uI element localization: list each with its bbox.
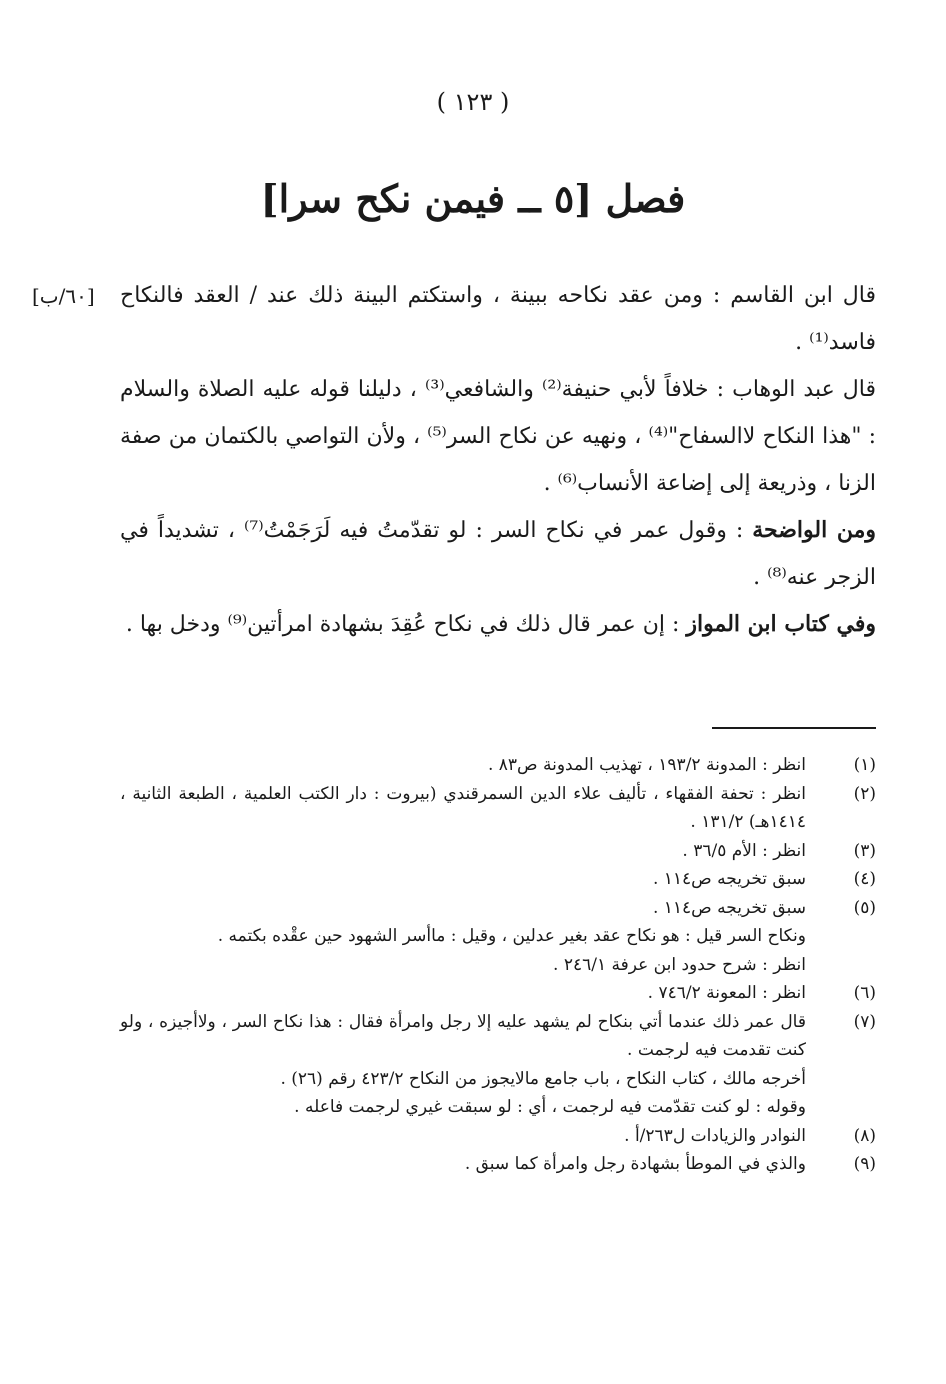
- main-text: [120, 272, 876, 648]
- paragraph-ibn-al-qasim: قال ابن القاسم : ومن عقد نكاحه ببينة ، واستكتم البينة ذلك عند / العقد فالنكاح فاسد⁽¹⁾ .: [120, 283, 877, 355]
- footnote-number: (١): [853, 755, 876, 775]
- footnote-text: سبق تخريجه ص١١٤ .: [652, 897, 806, 918]
- footnote: [120, 979, 876, 1008]
- footnote: [120, 1150, 876, 1179]
- footnote-continuation: أخرجه مالك ، كتاب النكاح ، باب جامع مالايجوز من النكاح ٤٢٣/٢ رقم (٢٦) .: [280, 1068, 806, 1089]
- footnote-text: سبق تخريجه ص١١٤ .: [652, 869, 806, 889]
- paragraph-abd-al-wahhab: قال عبد الوهاب : خلافاً لأبي حنيفة⁽²⁾ والشافعي⁽³⁾ ، دليلنا قوله عليه الصلاة والسلام : "هذا النكاح لاالسفاح"⁽⁴⁾ ، ونهيه عن نكاح السر⁽⁵⁾ ، ولأن التواصي بالكتمان من صفة الزنا ، وذريعة إلى إضاعة الأنساب⁽⁶⁾ .: [120, 377, 876, 496]
- paragraph-lead: وفي كتاب ابن المواز: [686, 611, 876, 637]
- footnote-separator: [712, 727, 876, 729]
- footnote: [120, 1008, 876, 1065]
- footnote-number: (٨): [853, 1125, 876, 1146]
- footnote: [120, 894, 876, 923]
- paragraph-content: : إن عمر قال ذلك في نكاح عُقِدَ بشهادة امرأتين⁽⁹⁾ ودخل بها .: [125, 612, 680, 637]
- footnote: [120, 865, 876, 894]
- footnote-text: قال عمر ذلك عندما أتي بنكاح لم يشهد عليه إلا رجل وامرأة فقال : هذا نكاح السر ، ولاأجيزه ، ولو كنت تقدمت فيه لرجمت .: [120, 1011, 806, 1060]
- footnote-text: انظر : الأم ٣٦/٥ .: [682, 840, 806, 861]
- footnote-continuation: انظر : شرح حدود ابن عرفة ٢٤٦/١ .: [553, 954, 806, 975]
- footnotes: [120, 751, 876, 1179]
- footnote-continuation: ونكاح السر قيل : هو نكاح عقد بغير عدلين ، وقيل : ماأسر الشهود حين عقْده بكتمه .: [217, 926, 806, 946]
- paragraph-ibn-al-mawwaz: [120, 601, 876, 648]
- footnote: [120, 837, 876, 866]
- folio-marginal-note: [٦٠/ب]: [32, 284, 95, 308]
- footnote-text: انظر : المعونة ٧٤٦/٢ .: [647, 983, 806, 1003]
- page-number: ( ١٢٣ ): [436, 88, 510, 116]
- footnote: [120, 1122, 876, 1151]
- footnote-number: (٥): [853, 897, 876, 918]
- footnote-text: النوادر والزيادات ل٢٦٣/أ .: [624, 1125, 806, 1146]
- footnote-number: (٩): [853, 1154, 876, 1174]
- footnote: [120, 780, 876, 837]
- footnote: [120, 751, 876, 780]
- section-title: فصل [٥ ــ فيمن نكح سرا]: [260, 176, 686, 221]
- paragraph-content: : وقول عمر في نكاح السر : لو تقدّمتُ فيه لَرَجَمْتُ⁽⁷⁾ ، تشديداً في الزجر عنه⁽⁸⁾ .: [120, 518, 876, 590]
- footnote-number: (٦): [853, 983, 876, 1003]
- footnote-number: (٢): [853, 783, 876, 804]
- footnote-text: انظر : تحفة الفقهاء ، تأليف علاء الدين السمرقندي (بيروت : دار الكتب العلمية ، الطبعة الثانية ، ١٤١٤هـ) ١٣١/٢ .: [120, 783, 806, 832]
- footnote-continuation: وقوله : لو كنت تقدّمت فيه لرجمت ، أي : لو سبقت غيري لرجمت فاعله .: [294, 1097, 806, 1117]
- footnote-number: (٤): [853, 869, 876, 889]
- paragraph-lead: ومن الواضحة: [752, 517, 877, 543]
- footnote-text: والذي في الموطأ بشهادة رجل وامرأة كما سبق .: [464, 1154, 806, 1174]
- footnote-number: (٧): [853, 1011, 876, 1032]
- paragraph-wadiha: [120, 507, 876, 601]
- footnote-text: انظر : المدونة ١٩٣/٢ ، تهذيب المدونة ص٨٣ .: [487, 755, 806, 775]
- footnote-number: (٣): [853, 840, 876, 861]
